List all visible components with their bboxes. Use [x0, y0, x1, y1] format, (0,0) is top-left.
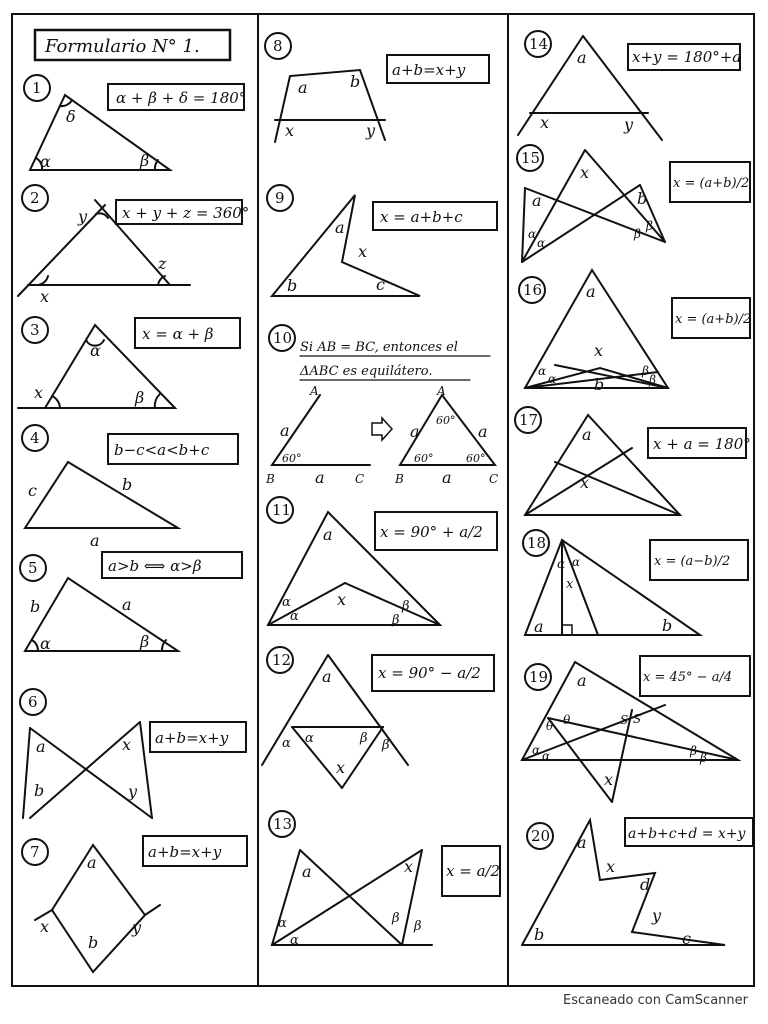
vertex-label: B — [266, 472, 275, 486]
angle-label: a — [577, 48, 587, 67]
angle-label: β — [649, 373, 656, 387]
angle-label: a — [335, 218, 345, 237]
problem-2 — [18, 185, 249, 306]
page-title: Formulario N° 1. — [45, 36, 200, 57]
angle-label: b — [594, 375, 605, 394]
angle-arc — [52, 396, 60, 408]
problem-number: 17 — [519, 411, 539, 429]
triangle-side — [18, 205, 105, 296]
angle-label: x — [40, 287, 50, 306]
problem-10 — [265, 325, 498, 487]
problem-number: 8 — [273, 37, 283, 55]
angle-label: β — [140, 632, 150, 651]
angle-label: y — [128, 782, 138, 801]
angle-label: δ — [66, 107, 76, 126]
angle-label: y — [132, 918, 142, 937]
angle-label: α — [290, 609, 299, 624]
angle-label: a — [87, 853, 97, 872]
angle-label: a — [36, 737, 46, 756]
angle-label: α — [282, 736, 291, 751]
problem-4 — [22, 425, 238, 550]
angle-label: α — [537, 236, 546, 250]
angle-label: c — [682, 929, 691, 948]
angle-label: x — [594, 341, 604, 360]
angle-label: θ — [546, 719, 554, 733]
problem-13 — [269, 811, 500, 948]
formula: x = (a+b)/2 — [675, 312, 752, 327]
figure-line — [300, 850, 402, 945]
problem-16 — [519, 270, 751, 394]
angle-label: β — [646, 219, 653, 233]
angle-label: d — [640, 875, 651, 894]
problem-number: 7 — [30, 843, 40, 861]
angle-label: β — [642, 364, 649, 378]
angle-label: a — [586, 282, 596, 301]
angle-label: β — [392, 613, 400, 628]
problem-number: 19 — [529, 668, 549, 686]
figure-line — [145, 905, 160, 915]
angle-label: β — [414, 919, 422, 934]
angle-arc — [158, 276, 165, 285]
angle-label: b — [662, 616, 673, 635]
angle-label: α — [542, 749, 551, 763]
angle-label: b — [534, 925, 545, 944]
side-label: a — [90, 531, 100, 550]
formula: b−c<a<b+c — [114, 441, 210, 459]
side-label: b — [122, 475, 133, 494]
figure-line — [272, 850, 422, 945]
bisector-line — [292, 727, 342, 788]
figure-line — [30, 728, 152, 818]
angle-label: 60° — [282, 452, 302, 465]
problem-number: 6 — [28, 693, 38, 711]
vertex-label: A — [437, 384, 446, 398]
formula: x+y = 180°+a — [632, 48, 742, 66]
triangle-figure — [25, 462, 178, 528]
problem-20 — [522, 818, 753, 948]
problem-1 — [24, 75, 246, 171]
figure-line — [585, 150, 665, 242]
angle-label: β — [382, 738, 390, 753]
angle-label: β — [634, 227, 641, 241]
triangle-side — [262, 655, 328, 765]
vertex-label: A — [310, 384, 319, 398]
angle-label: β — [360, 731, 368, 746]
problem-number: 14 — [529, 35, 549, 53]
angle-label: x — [540, 113, 550, 132]
side-label: a — [442, 468, 452, 487]
angle-label: b — [287, 276, 298, 295]
formula: a+b=x+y — [148, 843, 222, 861]
angle-label: α — [538, 364, 547, 378]
angle-label: 60° — [436, 414, 456, 427]
problem-3 — [18, 317, 240, 408]
implies-arrow-icon — [372, 418, 392, 440]
problem-number: 5 — [28, 559, 38, 577]
side-label: a — [315, 468, 325, 487]
angle-label: α — [557, 557, 566, 571]
problem-number: 20 — [531, 827, 551, 845]
problem-number: 16 — [523, 281, 543, 299]
angle-label: a — [577, 671, 587, 690]
angle-label: α — [290, 933, 299, 948]
angle-label: 60° — [414, 452, 434, 465]
angle-label: y — [78, 207, 88, 226]
angle-label: x — [337, 590, 347, 609]
problem-19 — [522, 656, 750, 802]
angle-label: α — [278, 916, 287, 931]
angle-label: y — [652, 906, 662, 925]
angle-label: x — [336, 758, 346, 777]
scanner-watermark: Escaneado con CamScanner — [562, 993, 748, 1008]
angle-label: x — [604, 770, 614, 789]
problem-number: 3 — [30, 321, 40, 339]
angle-label: a — [302, 862, 312, 881]
problem-6 — [20, 689, 246, 818]
vertex-label: C — [489, 472, 499, 486]
angle-label: x — [404, 857, 414, 876]
angle-label: a — [323, 525, 333, 544]
angle-label: b — [350, 72, 361, 91]
angle-label: β — [402, 599, 410, 614]
angle-label: β — [392, 911, 400, 926]
angle-label: z — [158, 254, 167, 273]
formula: a+b=x+y — [392, 61, 466, 79]
formula: x = (a−b)/2 — [654, 554, 731, 569]
problem-number: 2 — [30, 189, 40, 207]
formula: x = α + β — [142, 325, 214, 343]
angle-label: x — [566, 577, 574, 592]
angle-label: x — [580, 473, 590, 492]
problem-14 — [518, 31, 741, 140]
angle-label: α — [532, 743, 541, 757]
angle-label: a — [322, 667, 332, 686]
angle-label: β — [140, 151, 150, 170]
angle-label: a — [582, 425, 592, 444]
problem-8 — [265, 33, 489, 142]
side-label: c — [28, 481, 37, 500]
vertex-label: C — [355, 472, 365, 486]
problem-12 — [262, 647, 494, 788]
right-angle-mark — [562, 625, 572, 635]
problem-number: 4 — [30, 429, 40, 447]
problem-5 — [20, 552, 242, 653]
formula: x = 45° − a/4 — [643, 670, 733, 685]
angle-label: 60° — [466, 452, 486, 465]
angle-label: β — [135, 388, 145, 407]
angle-label: b — [88, 933, 99, 952]
altitude-line — [525, 448, 632, 515]
angle-label: α — [90, 341, 101, 360]
angle-label: b — [637, 189, 648, 208]
angle-label: a — [532, 191, 542, 210]
problem-17 — [515, 407, 751, 515]
angle-label: c — [376, 275, 385, 294]
angle-label: x — [40, 917, 50, 936]
problem-9 — [267, 185, 497, 296]
angle-label: S — [633, 712, 642, 726]
formula: a+b=x+y — [155, 729, 229, 747]
formula: α + β + δ = 180° — [116, 89, 247, 107]
problem-number: 9 — [275, 189, 285, 207]
side-label: a — [478, 422, 488, 441]
angle-label: y — [366, 121, 376, 140]
angle-label: a — [534, 617, 544, 636]
angle-label: α — [572, 555, 581, 569]
angle-label: β — [690, 744, 697, 758]
problem-number: 11 — [272, 501, 292, 519]
problem-7 — [22, 836, 247, 972]
formula: a+b+c+d = x+y — [628, 826, 746, 842]
angle-label: α — [548, 372, 557, 386]
statement-line: Si AB = BC, entonces el — [300, 340, 458, 355]
angle-label: x — [34, 383, 44, 402]
formula: x + a = 180° — [653, 435, 751, 453]
angle-arc — [155, 160, 158, 170]
formula: a>b ⟺ α>β — [108, 557, 202, 575]
problem-18 — [523, 530, 748, 636]
altitude-line — [555, 462, 680, 515]
angle-label: x — [122, 735, 132, 754]
angle-label: x — [285, 121, 295, 140]
side-label: a — [410, 422, 420, 441]
angle-arc — [38, 276, 48, 285]
figure-line — [23, 728, 30, 818]
angle-label: α — [40, 152, 51, 171]
formula: x = a+b+c — [380, 208, 463, 226]
angle-label: a — [577, 833, 587, 852]
angle-label: a — [298, 78, 308, 97]
angle-label: x — [358, 242, 368, 261]
formula: x = 90° − a/2 — [378, 664, 481, 682]
angle-label: α — [305, 731, 314, 746]
angle-label: x — [606, 857, 616, 876]
problem-11 — [267, 497, 497, 628]
formula: x + y + z = 360° — [122, 204, 250, 222]
problem-number: 12 — [272, 651, 292, 669]
angle-arc — [155, 394, 160, 408]
angle-label: b — [34, 781, 45, 800]
angle-label: β — [700, 751, 707, 765]
angle-label: θ — [563, 713, 571, 727]
angle-label: S — [620, 713, 629, 727]
problem-15 — [517, 145, 750, 262]
problem-number: 15 — [521, 149, 541, 167]
figure-line — [522, 188, 525, 262]
angle-arc — [32, 640, 38, 651]
side-label: b — [30, 597, 41, 616]
formula: x = 90° + a/2 — [380, 523, 483, 541]
angle-label: y — [624, 115, 634, 134]
statement-line: ΔABC es equilátero. — [300, 364, 433, 379]
angle-label: α — [40, 634, 51, 653]
problem-number: 1 — [32, 79, 42, 97]
rhombus-figure — [52, 845, 145, 972]
angle-label: α — [528, 227, 537, 241]
side-label: a — [280, 421, 290, 440]
formula: x = (a+b)/2 — [673, 176, 750, 191]
problem-number: 18 — [527, 534, 547, 552]
problem-number: 10 — [273, 329, 293, 347]
angle-label: x — [580, 163, 590, 182]
problem-number: 13 — [273, 815, 293, 833]
vertex-label: B — [395, 472, 404, 486]
formula: x = a/2 — [446, 862, 501, 880]
side-label: a — [122, 595, 132, 614]
angle-label: α — [282, 595, 291, 610]
